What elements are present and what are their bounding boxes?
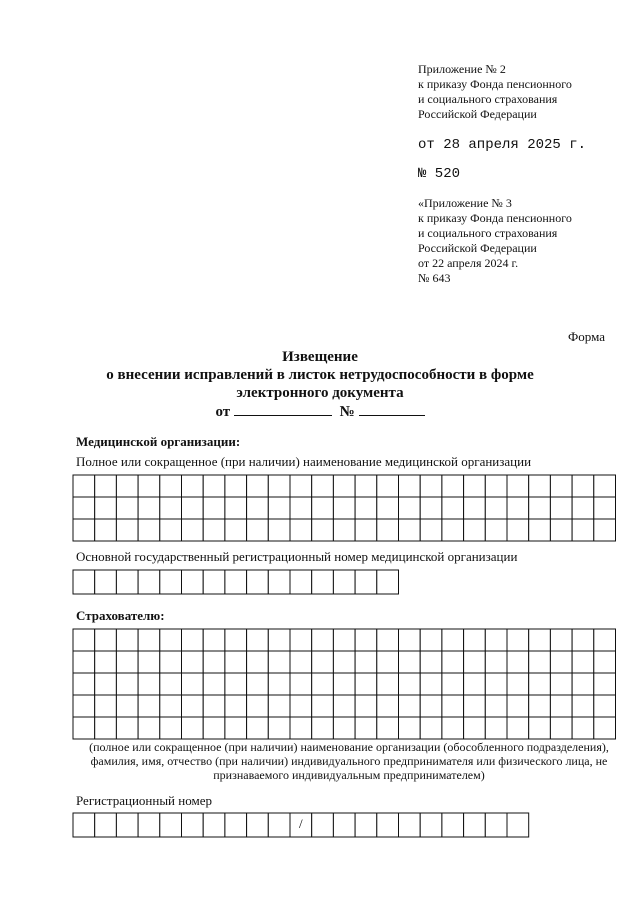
grid-cell[interactable] xyxy=(268,673,290,695)
grid-cell[interactable] xyxy=(333,695,355,717)
grid-cell[interactable] xyxy=(290,717,312,739)
grid-cell[interactable] xyxy=(138,673,160,695)
grid-cell[interactable] xyxy=(268,519,290,541)
grid-cell[interactable] xyxy=(290,475,312,497)
grid-cell[interactable] xyxy=(399,629,421,651)
grid-cell[interactable] xyxy=(225,519,247,541)
grid-cell[interactable] xyxy=(399,673,421,695)
grid-cell[interactable] xyxy=(442,519,464,541)
grid-cell[interactable] xyxy=(333,813,355,837)
grid-cell[interactable] xyxy=(247,673,269,695)
grid-cell[interactable] xyxy=(203,651,225,673)
grid-cell[interactable] xyxy=(160,717,182,739)
grid-cell[interactable] xyxy=(203,717,225,739)
grid-cell[interactable] xyxy=(399,813,421,837)
medical-org-name-label: Полное или сокращенное (при наличии) наименование медицинской организации xyxy=(76,454,532,469)
grid-cell[interactable] xyxy=(290,497,312,519)
grid-cell[interactable] xyxy=(572,673,594,695)
grid-cell[interactable] xyxy=(550,717,572,739)
grid-cell[interactable] xyxy=(95,717,117,739)
grid-cell[interactable] xyxy=(377,497,399,519)
grid-cell[interactable] xyxy=(594,629,616,651)
grid-cell[interactable] xyxy=(73,673,95,695)
grid-cell[interactable] xyxy=(95,570,117,594)
grid-cell[interactable] xyxy=(138,651,160,673)
grid-cell[interactable] xyxy=(377,813,399,837)
grid-cell[interactable] xyxy=(116,673,138,695)
grid-cell[interactable] xyxy=(182,475,204,497)
ogrn-grid[interactable] xyxy=(72,569,400,595)
grid-cell[interactable] xyxy=(247,497,269,519)
grid-cell[interactable] xyxy=(312,813,334,837)
grid-cell[interactable] xyxy=(355,629,377,651)
grid-cell[interactable] xyxy=(420,673,442,695)
grid-cell[interactable] xyxy=(160,629,182,651)
grid-cell[interactable] xyxy=(464,695,486,717)
grid-cell[interactable] xyxy=(594,497,616,519)
appendix-line: Российской Федерации xyxy=(418,107,537,121)
grid-cell[interactable] xyxy=(464,673,486,695)
grid-cell[interactable] xyxy=(73,519,95,541)
medical-org-heading: Медицинской организации: xyxy=(76,434,241,449)
grid-cell[interactable] xyxy=(399,475,421,497)
grid-cell[interactable] xyxy=(73,651,95,673)
grid-cell[interactable] xyxy=(73,629,95,651)
grid-cell[interactable] xyxy=(529,629,551,651)
grid-cell[interactable] xyxy=(73,570,95,594)
grid-cell[interactable] xyxy=(420,519,442,541)
grid-cell[interactable] xyxy=(507,629,529,651)
grid-cell[interactable] xyxy=(312,570,334,594)
grid-cell[interactable] xyxy=(594,673,616,695)
grid-cell[interactable] xyxy=(572,519,594,541)
grid-cell[interactable] xyxy=(420,813,442,837)
grid-cell[interactable] xyxy=(420,717,442,739)
grid-cell[interactable] xyxy=(203,629,225,651)
grid-cell[interactable] xyxy=(268,475,290,497)
grid-cell[interactable] xyxy=(442,717,464,739)
grid-cell[interactable] xyxy=(160,519,182,541)
grid-cell[interactable] xyxy=(182,519,204,541)
grid-cell[interactable] xyxy=(507,813,529,837)
form-label: Форма xyxy=(568,329,605,344)
grid-cell[interactable] xyxy=(377,673,399,695)
grid-cell[interactable] xyxy=(355,519,377,541)
grid-cell[interactable] xyxy=(95,497,117,519)
grid-cell[interactable] xyxy=(355,570,377,594)
grid-cell[interactable] xyxy=(268,813,290,837)
grid-cell[interactable] xyxy=(290,570,312,594)
grid-cell[interactable] xyxy=(355,695,377,717)
grid-cell[interactable] xyxy=(399,497,421,519)
grid-cell[interactable] xyxy=(160,475,182,497)
grid-cell[interactable] xyxy=(594,519,616,541)
grid-cell[interactable] xyxy=(138,475,160,497)
grid-cell[interactable] xyxy=(203,570,225,594)
grid-cell[interactable] xyxy=(572,629,594,651)
grid-cell[interactable] xyxy=(225,651,247,673)
grid-cell[interactable] xyxy=(138,497,160,519)
grid-cell[interactable] xyxy=(529,497,551,519)
reg-number-grid[interactable] xyxy=(72,812,530,838)
grid-cell[interactable] xyxy=(333,717,355,739)
grid-cell[interactable] xyxy=(442,497,464,519)
grid-cell[interactable] xyxy=(507,651,529,673)
grid-cell[interactable] xyxy=(116,570,138,594)
grid-cell[interactable] xyxy=(138,695,160,717)
grid-cell[interactable] xyxy=(95,519,117,541)
grid-cell[interactable] xyxy=(333,519,355,541)
grid-cell[interactable] xyxy=(550,651,572,673)
grid-cell[interactable] xyxy=(312,629,334,651)
grid-cell[interactable] xyxy=(355,475,377,497)
grid-cell[interactable] xyxy=(355,651,377,673)
grid-cell[interactable] xyxy=(355,717,377,739)
date-field[interactable] xyxy=(234,402,332,416)
grid-cell[interactable] xyxy=(464,651,486,673)
grid-cell[interactable] xyxy=(485,629,507,651)
grid-cell[interactable] xyxy=(485,695,507,717)
grid-cell[interactable] xyxy=(182,651,204,673)
grid-cell[interactable] xyxy=(442,695,464,717)
grid-cell[interactable] xyxy=(594,717,616,739)
grid-cell[interactable] xyxy=(95,695,117,717)
document-title xyxy=(60,348,580,421)
grid-cell[interactable] xyxy=(529,475,551,497)
grid-cell[interactable] xyxy=(312,695,334,717)
grid-cell[interactable] xyxy=(507,497,529,519)
number-label: № xyxy=(339,404,355,420)
grid-cell[interactable] xyxy=(333,475,355,497)
grid-cell[interactable] xyxy=(333,629,355,651)
grid-cell[interactable] xyxy=(116,813,138,837)
grid-cell[interactable] xyxy=(399,519,421,541)
appendix-line: Приложение № 2 xyxy=(418,62,506,76)
grid-cell[interactable] xyxy=(268,570,290,594)
grid-cell[interactable] xyxy=(507,717,529,739)
grid-cell[interactable] xyxy=(507,475,529,497)
grid-cell[interactable] xyxy=(377,475,399,497)
grid-cell[interactable] xyxy=(247,695,269,717)
grid-cell[interactable] xyxy=(182,813,204,837)
grid-cell[interactable] xyxy=(225,695,247,717)
grid-cell[interactable] xyxy=(160,651,182,673)
grid-cell[interactable] xyxy=(420,475,442,497)
grid-cell[interactable] xyxy=(399,651,421,673)
grid-cell[interactable] xyxy=(529,519,551,541)
grid-cell[interactable] xyxy=(442,673,464,695)
grid-cell[interactable] xyxy=(268,497,290,519)
grid-cell[interactable] xyxy=(247,475,269,497)
grid-cell[interactable] xyxy=(116,717,138,739)
grid-cell[interactable] xyxy=(182,629,204,651)
reg-separator: / xyxy=(299,815,303,831)
quoted-line: № 643 xyxy=(418,271,451,285)
grid-cell[interactable] xyxy=(182,673,204,695)
grid-cell[interactable] xyxy=(116,629,138,651)
grid-cell[interactable] xyxy=(203,519,225,541)
grid-cell[interactable] xyxy=(182,695,204,717)
grid-cell[interactable] xyxy=(73,475,95,497)
grid-cell[interactable] xyxy=(485,673,507,695)
grid-cell[interactable] xyxy=(464,475,486,497)
grid-cell[interactable] xyxy=(485,475,507,497)
grid-cell[interactable] xyxy=(550,673,572,695)
grid-cell[interactable] xyxy=(160,813,182,837)
grid-cell[interactable] xyxy=(420,695,442,717)
grid-cell[interactable] xyxy=(268,629,290,651)
grid-cell[interactable] xyxy=(225,497,247,519)
grid-cell[interactable] xyxy=(225,475,247,497)
grid-cell[interactable] xyxy=(225,813,247,837)
grid-cell[interactable] xyxy=(73,695,95,717)
quoted-line: и социального страхования xyxy=(418,226,558,240)
grid-cell[interactable] xyxy=(203,695,225,717)
grid-cell[interactable] xyxy=(485,813,507,837)
insurer-note-line: признаваемого индивидуальным предпринимателем) xyxy=(213,768,485,782)
order-date: от 28 апреля 2025 г. xyxy=(418,137,587,153)
grid-cell[interactable] xyxy=(550,629,572,651)
grid-cell[interactable] xyxy=(247,813,269,837)
grid-cell[interactable] xyxy=(377,717,399,739)
grid-cell[interactable] xyxy=(485,497,507,519)
reg-number-label: Регистрационный номер xyxy=(76,793,212,808)
quoted-line: к приказу Фонда пенсионного xyxy=(418,211,572,225)
grid-cell[interactable] xyxy=(333,673,355,695)
grid-cell[interactable] xyxy=(399,717,421,739)
grid-cell[interactable] xyxy=(464,519,486,541)
grid-cell[interactable] xyxy=(225,570,247,594)
grid-cell[interactable] xyxy=(290,629,312,651)
grid-cell[interactable] xyxy=(95,629,117,651)
grid-cell[interactable] xyxy=(529,651,551,673)
grid-cell[interactable] xyxy=(312,497,334,519)
grid-cell[interactable] xyxy=(377,519,399,541)
grid-cell[interactable] xyxy=(550,497,572,519)
grid-cell[interactable] xyxy=(247,717,269,739)
grid-cell[interactable] xyxy=(247,629,269,651)
grid-cell[interactable] xyxy=(203,813,225,837)
grid-cell[interactable] xyxy=(464,813,486,837)
grid-cell[interactable] xyxy=(529,673,551,695)
grid-cell[interactable] xyxy=(572,717,594,739)
quoted-line: от 22 апреля 2024 г. xyxy=(418,256,519,270)
grid-cell[interactable] xyxy=(268,717,290,739)
ogrn-label: Основной государственный регистрационный номер медицинской организации xyxy=(76,549,518,564)
grid-cell[interactable] xyxy=(160,695,182,717)
date-number-line xyxy=(60,402,580,421)
insurer-note-line: (полное или сокращенное (при наличии) наименование организации (обособленного подразделения), xyxy=(89,740,609,754)
title-line-1: Извещение xyxy=(282,349,358,365)
grid-cell[interactable] xyxy=(138,519,160,541)
grid-cell[interactable] xyxy=(95,673,117,695)
insurer-note-line: фамилия, имя, отчество (при наличии) индивидуального предпринимателя или физического лица, не xyxy=(90,754,608,768)
title-line-3: электронного документа xyxy=(236,385,404,401)
grid-cell[interactable] xyxy=(138,570,160,594)
title-line-2: о внесении исправлений в листок нетрудоспособности в форме xyxy=(106,367,534,383)
grid-cell[interactable] xyxy=(138,629,160,651)
grid-cell[interactable] xyxy=(420,497,442,519)
insurer-name-grid[interactable] xyxy=(72,628,617,740)
insurer-heading: Страхователю: xyxy=(76,608,165,623)
grid-cell[interactable] xyxy=(312,475,334,497)
grid-cell[interactable] xyxy=(225,717,247,739)
grid-cell[interactable] xyxy=(572,695,594,717)
grid-cell[interactable] xyxy=(160,673,182,695)
grid-cell[interactable] xyxy=(464,497,486,519)
grid-cell[interactable] xyxy=(312,717,334,739)
grid-cell[interactable] xyxy=(73,497,95,519)
grid-cell[interactable] xyxy=(160,497,182,519)
grid-cell[interactable] xyxy=(247,570,269,594)
grid-cell[interactable] xyxy=(182,497,204,519)
grid-cell[interactable] xyxy=(442,475,464,497)
appendix-header xyxy=(418,62,628,122)
grid-cell[interactable] xyxy=(290,673,312,695)
grid-cell[interactable] xyxy=(247,651,269,673)
grid-cell[interactable] xyxy=(138,813,160,837)
grid-cell[interactable] xyxy=(442,629,464,651)
grid-cell[interactable] xyxy=(225,629,247,651)
grid-cell[interactable] xyxy=(116,497,138,519)
grid-cell[interactable] xyxy=(225,673,247,695)
grid-cell[interactable] xyxy=(485,519,507,541)
grid-cell[interactable] xyxy=(355,673,377,695)
grid-cell[interactable] xyxy=(377,629,399,651)
grid-cell[interactable] xyxy=(507,695,529,717)
grid-cell[interactable] xyxy=(550,519,572,541)
grid-cell[interactable] xyxy=(355,813,377,837)
grid-cell[interactable] xyxy=(312,673,334,695)
quoted-line: Российской Федерации xyxy=(418,241,537,255)
grid-cell[interactable] xyxy=(95,475,117,497)
grid-cell[interactable] xyxy=(95,813,117,837)
grid-cell[interactable] xyxy=(377,651,399,673)
grid-cell[interactable] xyxy=(594,695,616,717)
grid-cell[interactable] xyxy=(572,475,594,497)
grid-cell[interactable] xyxy=(594,475,616,497)
grid-cell[interactable] xyxy=(203,497,225,519)
grid-cell[interactable] xyxy=(442,651,464,673)
grid-cell[interactable] xyxy=(290,695,312,717)
quoted-line: «Приложение № 3 xyxy=(418,196,512,210)
grid-cell[interactable] xyxy=(485,651,507,673)
grid-cell[interactable] xyxy=(116,475,138,497)
grid-cell[interactable] xyxy=(377,695,399,717)
grid-cell[interactable] xyxy=(529,717,551,739)
grid-cell[interactable] xyxy=(160,570,182,594)
grid-cell[interactable] xyxy=(442,813,464,837)
appendix-line: и социального страхования xyxy=(418,92,558,106)
order-number: № 520 xyxy=(418,166,461,182)
grid-cell[interactable] xyxy=(550,695,572,717)
grid-cell[interactable] xyxy=(290,519,312,541)
grid-cell[interactable] xyxy=(333,651,355,673)
grid-cell[interactable] xyxy=(464,629,486,651)
grid-cell[interactable] xyxy=(377,570,399,594)
grid-cell[interactable] xyxy=(203,673,225,695)
grid-cell[interactable] xyxy=(290,651,312,673)
appendix-line: к приказу Фонда пенсионного xyxy=(418,77,572,91)
quoted-appendix xyxy=(418,196,628,286)
grid-cell[interactable] xyxy=(572,651,594,673)
grid-cell[interactable] xyxy=(73,813,95,837)
grid-cell[interactable] xyxy=(550,475,572,497)
grid-cell[interactable] xyxy=(203,475,225,497)
grid-cell[interactable] xyxy=(95,651,117,673)
grid-cell[interactable] xyxy=(399,695,421,717)
grid-cell[interactable] xyxy=(116,519,138,541)
grid-cell[interactable] xyxy=(507,673,529,695)
insurer-note xyxy=(68,740,630,782)
grid-cell[interactable] xyxy=(268,651,290,673)
grid-cell[interactable] xyxy=(464,717,486,739)
grid-cell[interactable] xyxy=(182,570,204,594)
grid-cell[interactable] xyxy=(182,717,204,739)
number-field[interactable] xyxy=(359,402,425,416)
grid-cell[interactable] xyxy=(312,519,334,541)
grid-cell[interactable] xyxy=(485,717,507,739)
grid-cell[interactable] xyxy=(268,695,290,717)
medical-org-name-grid[interactable] xyxy=(72,474,617,542)
grid-cell[interactable] xyxy=(116,695,138,717)
grid-cell[interactable] xyxy=(333,570,355,594)
grid-cell[interactable] xyxy=(420,629,442,651)
grid-cell[interactable] xyxy=(247,519,269,541)
grid-cell[interactable] xyxy=(355,497,377,519)
grid-cell[interactable] xyxy=(116,651,138,673)
grid-cell[interactable] xyxy=(420,651,442,673)
grid-cell[interactable] xyxy=(529,695,551,717)
grid-cell[interactable] xyxy=(312,651,334,673)
grid-cell[interactable] xyxy=(73,717,95,739)
grid-cell[interactable] xyxy=(594,651,616,673)
grid-cell[interactable] xyxy=(507,519,529,541)
grid-cell[interactable] xyxy=(138,717,160,739)
grid-cell[interactable] xyxy=(572,497,594,519)
from-label: от xyxy=(215,404,231,420)
grid-cell[interactable] xyxy=(333,497,355,519)
